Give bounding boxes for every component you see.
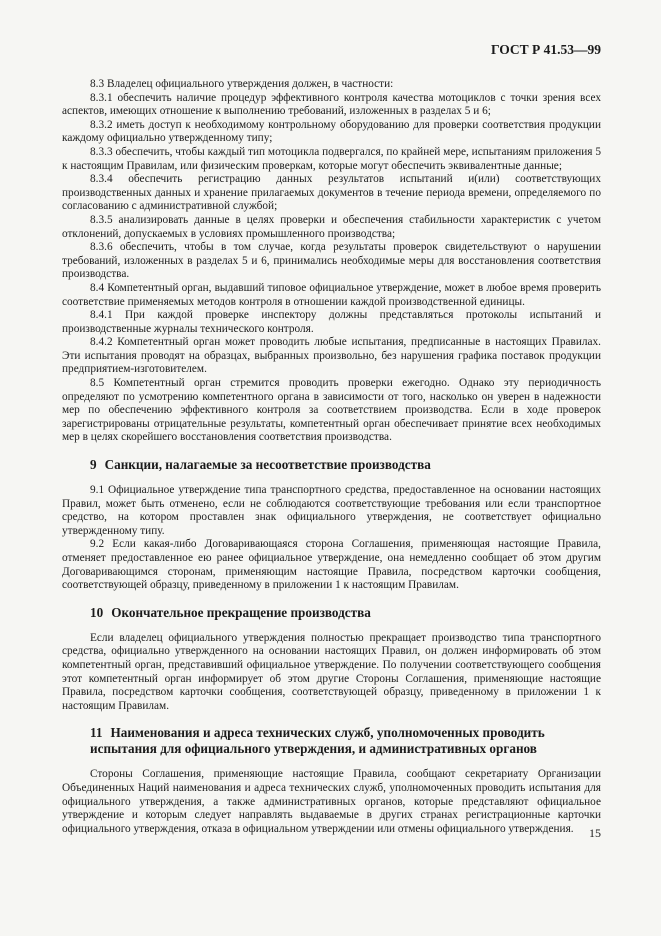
paragraph-9-2: 9.2 Если какая-либо Договаривающаяся сторона Соглашения, применяющая настоящие Правила, отменяет предоставленное ею ранее официальное утверждение, она немедленно сообщает об этом другим Договаривающимся сторонам, применяющим настоящие Правила, посредством карточки сообщения, соответствующей образцу, приведенному в приложении 1 к настоящим Правилам. (62, 538, 601, 592)
paragraph-8-4-1: 8.4.1 При каждой проверке инспектору должны представляться протоколы испытаний и производственные журналы технического контроля. (62, 309, 601, 335)
paragraph-8-3-5: 8.3.5 анализировать данные в целях проверки и обеспечения стабильности характеристик с учетом отклонений, допускаемых в условиях промышленного производства; (62, 213, 601, 240)
section-10-heading (62, 605, 601, 621)
paragraph-8-5: 8.5 Компетентный орган стремится проводить проверки ежегодно. Однако эту периодичность определяют по усмотрению компетентного органа в зависимости от того, насколько он уверен в надежности мер по обеспечению эффективного контроля за соответствием производства. Если в ходе проверок зарегистрированы отрицательные результаты, компетентный орган обеспечивает принятие всех необходимых мер в целях скорейшего восстановления соответствия производства. (62, 377, 601, 444)
page-number: 15 (589, 826, 601, 840)
section-10-number: 10 (90, 604, 104, 620)
document-header: ГОСТ Р 41.53—99 (490, 42, 601, 57)
section-9-title: Санкции, налагаемые за несоответствие производства (104, 457, 431, 473)
paragraph-8-3-6: 8.3.6 обеспечить, чтобы в том случае, когда результаты проверок свидетельствуют о нарушении требований, изложенных в разделах 5 и 6, принимались необходимые меры для восстановления соответствия производства. (62, 241, 601, 281)
document-body (62, 78, 601, 836)
paragraph-8-4-2: 8.4.2 Компетентный орган может проводить любые испытания, предписанные в настоящих Правилах. Эти испытания проводят на образцах, выбранных произвольно, без нарушения графика поставок продукции предприятием-изготовителем. (62, 336, 601, 376)
paragraph-8-3-1: 8.3.1 обеспечить наличие процедур эффективного контроля качества мотоциклов с точки зрения всех аспектов, имеющих отношение к выполнению требований, изложенных в разделах 5 и 6; (62, 91, 601, 118)
section-10-title: Окончательное прекращение производства (111, 604, 371, 620)
paragraph-9-1: 9.1 Официальное утверждение типа транспортного средства, предоставленное на основании настоящих Правил, может быть отменено, если не соблюдаются соответствующие требования или если транспортное средство, на котором проставлен знак официального утверждения, не соответствует официально утвержденному типу. (62, 484, 601, 537)
section-11-heading (62, 725, 601, 757)
paragraph-8-3-2: 8.3.2 иметь доступ к необходимому контрольному оборудованию для проверки соответствия продукции каждому официально утвержденному типу; (62, 118, 601, 145)
paragraph-11: Стороны Соглашения, применяющие настоящие Правила, сообщают секретариату Организации Объединенных Наций наименования и адреса технических служб, уполномоченных проводить испытания для официального утверждения, а также административных органов, которые представляют официальное утверждение и которым следует направлять выдаваемые в других странах регистрационные карточки официального утверждения, отказа в официальном утверждении или отмены официального утверждения. (62, 768, 601, 835)
paragraph-10: Если владелец официального утверждения полностью прекращает производство типа транспортного средства, официально утвержденного на основании настоящих Правил, он должен информировать об этом компетентный орган, представивший официальное утверждение. По получении соответствующего сообщения этот компетентный орган информирует об этом другие Стороны Соглашения, применяющие настоящие Правила, посредством карточки сообщения, соответствующей образцу, приведенному в приложении 1 к настоящим Правилам. (62, 631, 601, 712)
section-11-title-line1: Наименования и адреса технических служб, уполномоченных проводить (110, 725, 545, 741)
paragraph-8-4: 8.4 Компетентный орган, выдавший типовое официальное утверждение, может в любое время проверить соответствие применяемых методов контроля в отношении каждой производственной единицы. (62, 281, 601, 308)
section-11-title-line2: испытания для официального утверждения, и административных органов (90, 741, 537, 757)
paragraph-8-3-4: 8.3.4 обеспечить регистрацию данных результатов испытаний и(или) соответствующих производственных данных и хранение прилагаемых документов в течение периода времени, определяемого по согласованию с административной службой; (62, 173, 601, 213)
section-9-number: 9 (90, 457, 97, 473)
paragraph-8-3-3: 8.3.3 обеспечить, чтобы каждый тип мотоцикла подвергался, по крайней мере, испытаниям приложения 5 к настоящим Правилам, или физическим проверкам, которые могут обеспечить эквивалентные данные; (62, 145, 601, 172)
section-9-heading (62, 457, 601, 473)
section-11-number: 11 (90, 725, 103, 741)
paragraph-8-3: 8.3 Владелец официального утверждения должен, в частности: (90, 78, 394, 90)
section-8-continuation (62, 78, 601, 445)
